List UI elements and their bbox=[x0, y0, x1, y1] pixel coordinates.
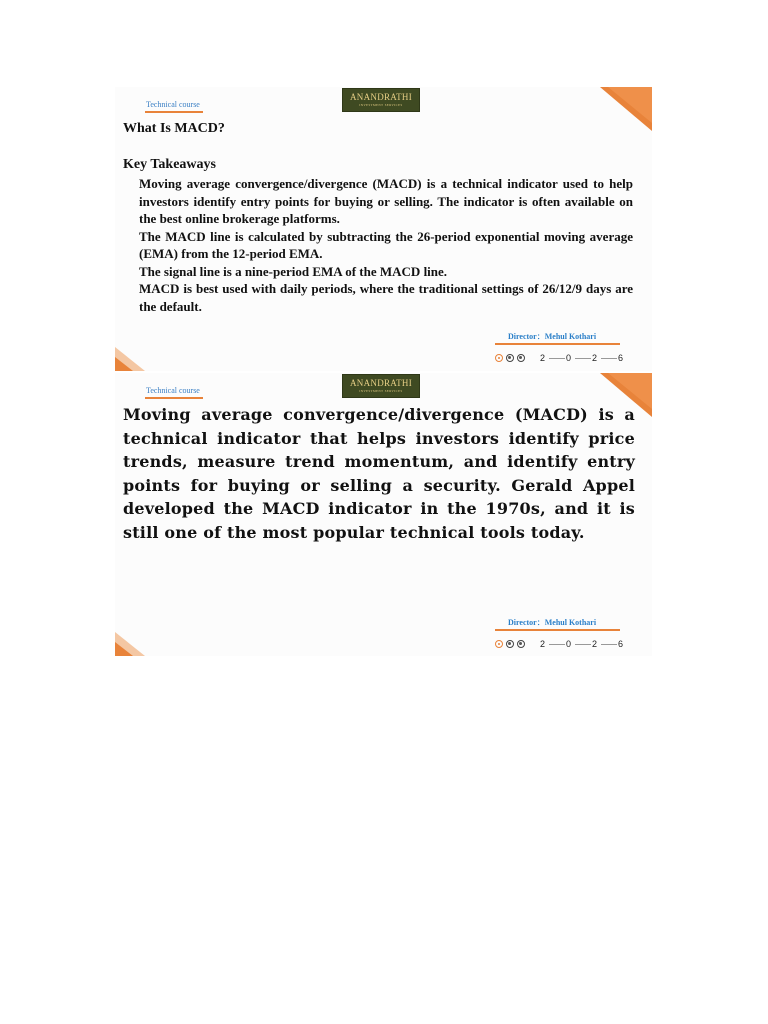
slide-title: What Is MACD? bbox=[123, 121, 225, 136]
pager-dot bbox=[506, 354, 514, 362]
corner-triangle-decoration bbox=[600, 87, 652, 131]
pager-segment bbox=[575, 644, 591, 645]
pager-dot-active bbox=[495, 354, 503, 362]
slide-what-is-macd bbox=[115, 87, 652, 371]
slide-body-text: Moving average convergence/divergence (MACD) is a technical indicator that helps investors identify price trends, measure trend momentum, and identify entry points for buying or selling a security. Gerald Appel developed the MACD indicator in the 1970s, and it is still one of the most popular technical tools today. bbox=[123, 405, 635, 542]
corner-triangle-decoration bbox=[115, 347, 145, 371]
year-digit: 6 bbox=[618, 353, 624, 363]
logo-text: ANANDRATHI bbox=[350, 378, 412, 388]
takeaway-item: The signal line is a nine-period EMA of the MACD line. bbox=[139, 263, 448, 279]
company-logo bbox=[342, 374, 420, 398]
slide-pager bbox=[495, 353, 625, 365]
logo-text: ANANDRATHI bbox=[350, 92, 412, 102]
year-digit: 0 bbox=[566, 353, 572, 363]
course-label: Technical course bbox=[146, 100, 200, 109]
slide-subtitle: Key Takeaways bbox=[123, 157, 216, 172]
year-digit: 0 bbox=[566, 639, 572, 649]
slide-pager bbox=[495, 639, 625, 651]
director-label: Director：Mehul Kothari bbox=[508, 618, 597, 627]
director-underline bbox=[495, 629, 620, 631]
pager-dot bbox=[517, 354, 525, 362]
course-underline bbox=[145, 397, 203, 399]
takeaway-item: MACD is best used with daily periods, where the traditional settings of 26/12/9 days are the default. bbox=[139, 281, 633, 314]
director-underline bbox=[495, 343, 620, 345]
company-logo bbox=[342, 88, 420, 112]
director-label: Director：Mehul Kothari bbox=[508, 332, 597, 341]
pager-segment bbox=[601, 358, 617, 359]
year-digit: 2 bbox=[592, 353, 598, 363]
year-digit: 2 bbox=[540, 353, 546, 363]
takeaways-list bbox=[123, 175, 633, 315]
pager-segment bbox=[549, 644, 565, 645]
year-digit: 2 bbox=[540, 639, 546, 649]
year-digit: 2 bbox=[592, 639, 598, 649]
pager-segment bbox=[601, 644, 617, 645]
takeaway-item: The MACD line is calculated by subtracting the 26-period exponential moving average (EMA) from the 12-period EMA. bbox=[139, 228, 633, 261]
logo-subtext: INVESTMENT SERVICES bbox=[359, 103, 403, 107]
pager-dot bbox=[506, 640, 514, 648]
pager-segment bbox=[575, 358, 591, 359]
slide-macd-overview bbox=[115, 373, 652, 656]
corner-triangle-decoration bbox=[115, 632, 145, 656]
pager-segment bbox=[549, 358, 565, 359]
course-label: Technical course bbox=[146, 386, 200, 395]
course-underline bbox=[145, 111, 203, 113]
takeaway-item: Moving average convergence/divergence (MACD) is a technical indicator used to help investors identify entry points for buying or selling. The indicator is often available on the best online brokerage platforms. bbox=[139, 176, 633, 226]
logo-subtext: INVESTMENT SERVICES bbox=[359, 389, 403, 393]
pager-dot bbox=[517, 640, 525, 648]
pager-dot-active bbox=[495, 640, 503, 648]
year-digit: 6 bbox=[618, 639, 624, 649]
